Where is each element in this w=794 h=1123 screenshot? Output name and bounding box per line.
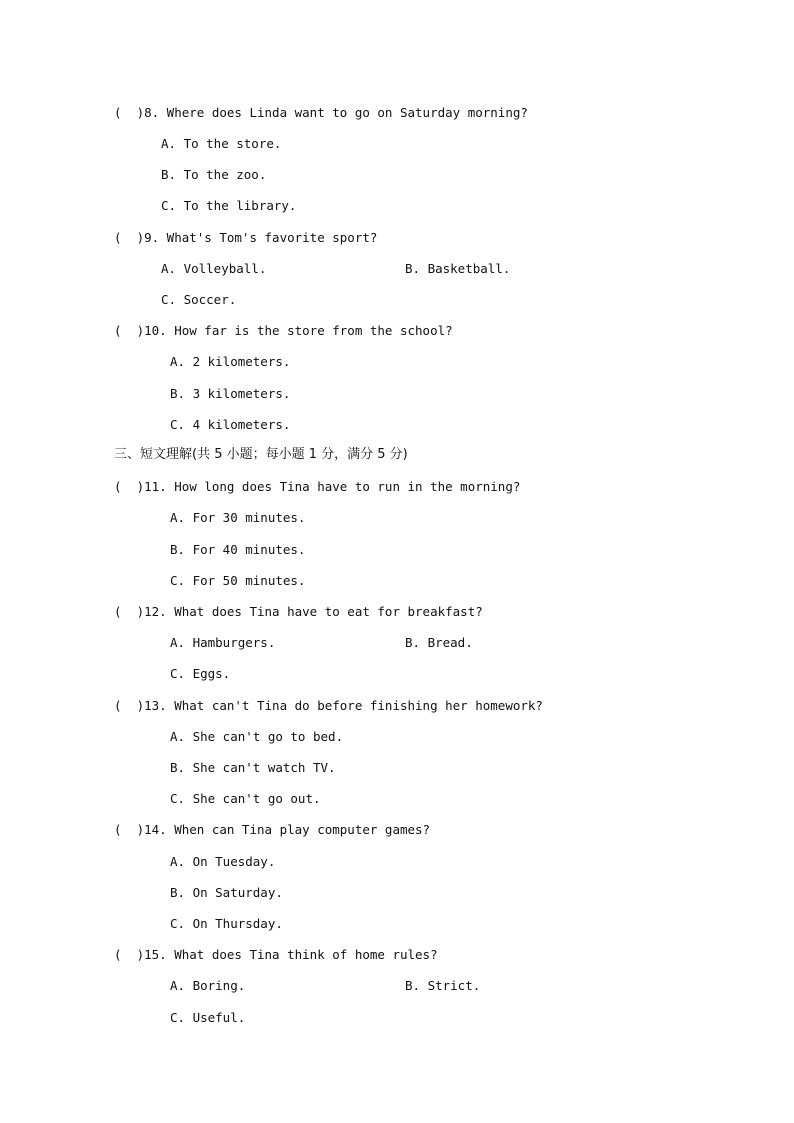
question-10-stem: ( )10. How far is the store from the school? [114,323,453,338]
question-10-option-c: C. 4 kilometers. [170,417,291,432]
question-9-option-a: A. Volleyball. [161,261,267,276]
question-8-option-a: A. To the store. [161,136,282,151]
section-3-heading: 三、短文理解(共 5 小题；每小题 1 分，满分 5 分) [114,447,408,462]
question-12-option-c: C. Eggs. [170,666,231,681]
question-13-stem: ( )13. What can't Tina do before finishing her homework? [114,698,543,713]
question-12-option-a: A. Hamburgers. [170,635,276,650]
question-12-stem: ( )12. What does Tina have to eat for breakfast? [114,604,483,619]
question-15-option-c: C. Useful. [170,1010,246,1025]
question-13-option-b: B. She can't watch TV. [170,760,336,775]
question-11-option-c: C. For 50 minutes. [170,573,306,588]
question-14-option-a: A. On Tuesday. [170,854,276,869]
question-12-option-b: B. Bread. [405,635,473,650]
question-10-option-b: B. 3 kilometers. [170,386,291,401]
question-9-option-c: C. Soccer. [161,292,237,307]
question-15-option-a: A. Boring. [170,978,246,993]
question-8-option-c: C. To the library. [161,198,297,213]
question-15-option-b: B. Strict. [405,978,481,993]
question-9-stem: ( )9. What's Tom's favorite sport? [114,230,378,245]
question-8-stem: ( )8. Where does Linda want to go on Saturday morning? [114,105,528,120]
question-13-option-c: C. She can't go out. [170,791,321,806]
question-11-stem: ( )11. How long does Tina have to run in the morning? [114,479,521,494]
question-9-option-b: B. Basketball. [405,261,511,276]
question-8-option-b: B. To the zoo. [161,167,267,182]
question-14-option-b: B. On Saturday. [170,885,283,900]
question-10-option-a: A. 2 kilometers. [170,354,291,369]
question-11-option-a: A. For 30 minutes. [170,510,306,525]
question-13-option-a: A. She can't go to bed. [170,729,344,744]
question-11-option-b: B. For 40 minutes. [170,542,306,557]
question-15-stem: ( )15. What does Tina think of home rules? [114,947,438,962]
question-14-stem: ( )14. When can Tina play computer games? [114,822,431,837]
question-14-option-c: C. On Thursday. [170,916,283,931]
